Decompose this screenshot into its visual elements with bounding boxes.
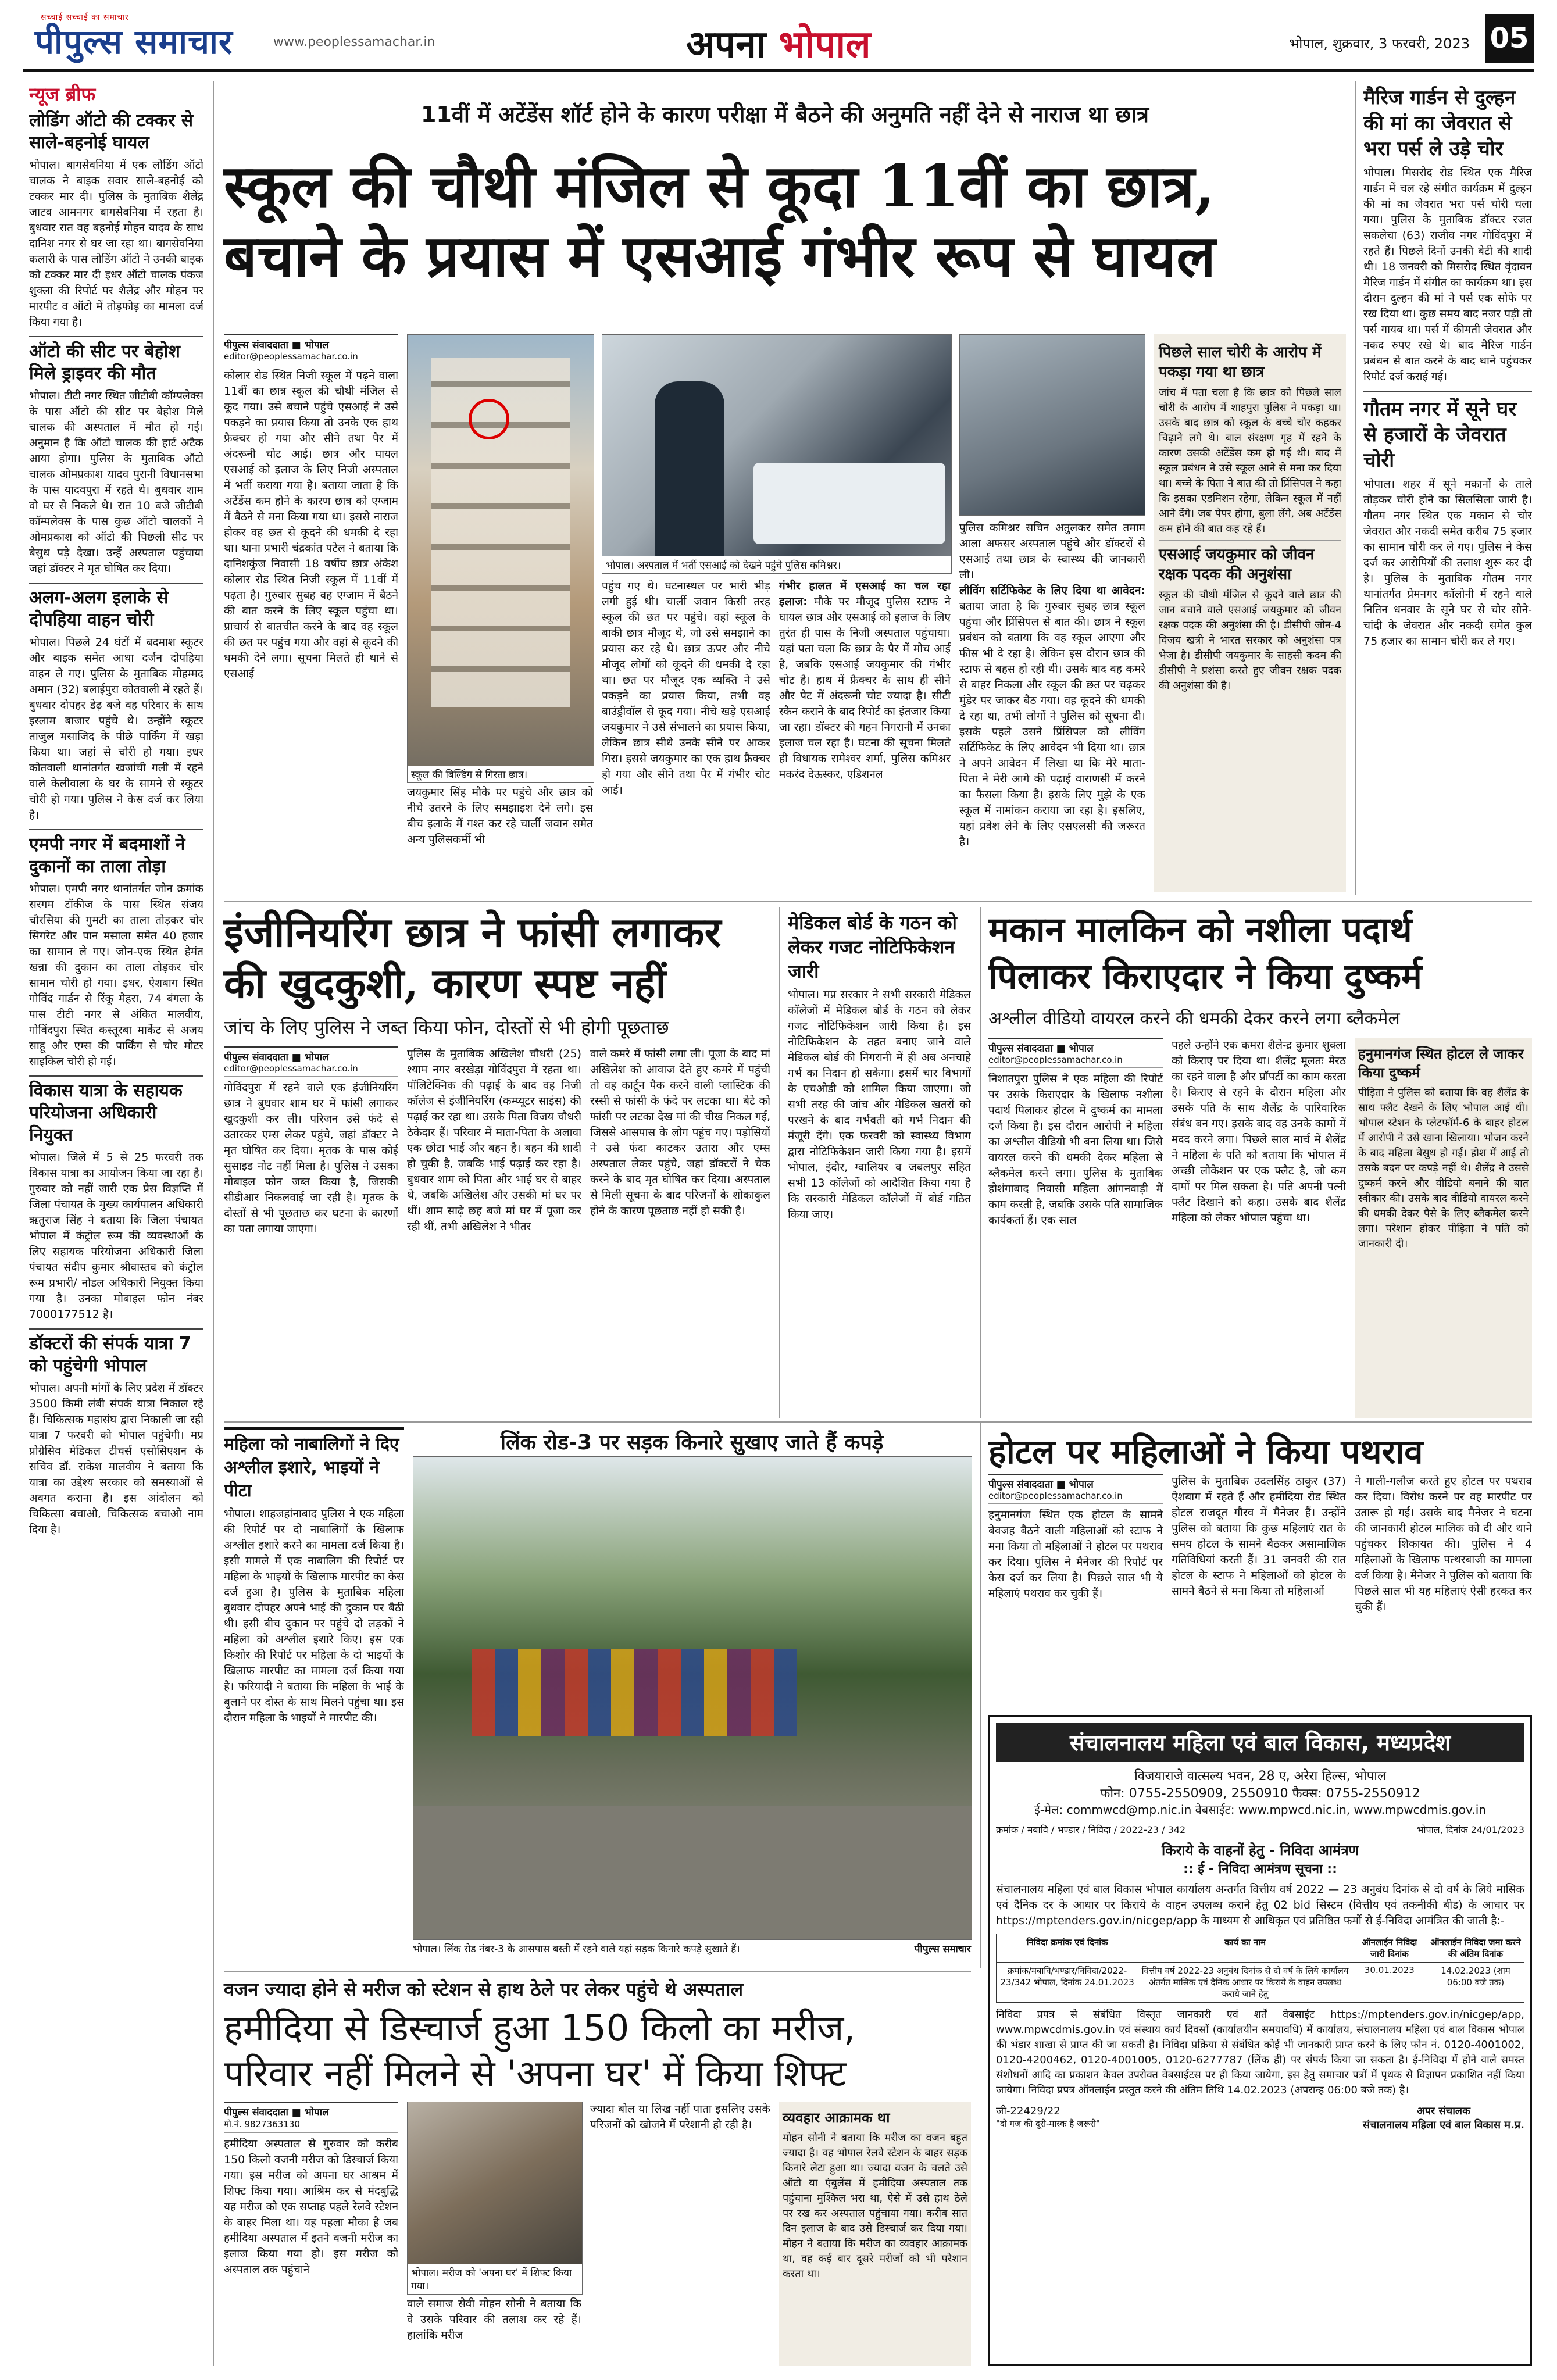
brief-headline: विकास यात्रा के सहायक परियोजना अधिकारी नियुक्त xyxy=(29,1081,183,1145)
lead-kicker: 11वीं में अटेंडेंस शॉर्ट होने के कारण परीक्षा में बैठने की अनुमति नहीं देने से नाराज था छात्र xyxy=(420,102,1149,127)
stones-col-2: पुलिस के मुताबिक उदलसिंह ठाकुर (37) ऐशबाग में रहते हैं और हमीदिया रोड स्थित होटल राजदूत गौरव में मैनेजर हैं। उन्होंने पुलिस को बताया कि कुछ महिलाएं रात के समय होटल के सामने बैठकर असामाजिक गतिविधियां करती हैं। 31 जनवरी की रात होटल के स्टाफ ने महिलाओं को होटल के सामने बैठने से मना किया तो महिलाओं xyxy=(1172,1475,1346,1598)
brief-text: भोपाल। मिसरोद रोड स्थित एक मैरिज गार्डन में चल रहे संगीत कार्यक्रम में दुल्हन की मां का जेवरात भरा पर्स चोरी चला गया। पुलिस के मुताबिक डॉक्टर रजत सकलेचा (63) राजीव नगर गोविंदपुरा में रहते हैं। पिछले दिनों उनकी बेटी की शादी थी। 18 जनवरी को मिसरोद स्थित वृंदावन मैरिज गार्डन में संगीत का कार्यक्रम था। इस दौरान दुल्हन की मां ने पर्स एक सोफे पर रख दिया था। कुछ समय बाद नजर पड़ी तो पर्स गायब था। पर्स में कीमती जेवरात और नकद रुपए रखे थे। बाद मैरिज गार्डन प्रबंधन से बात करने के बाद थाने पहुंचकर रिपोर्ट दर्ज कराई गई। xyxy=(1363,166,1532,383)
photo-caption: भोपाल। मरीज को 'अपना घर' में शिफ्ट किया गया। xyxy=(408,2264,582,2294)
lead-headline: स्कूल की चौथी मंजिल से कूदा 11वीं का छात्र, बचाने के प्रयास में एसआई गंभीर रूप से घायल xyxy=(224,152,1216,290)
brief-1 xyxy=(29,110,203,330)
brief-text: भोपाल। टीटी नगर स्थित जीटीबी कॉम्पलेक्स के पास ऑटो की सीट पर बेहोश मिले चालक की अस्पताल में मौत हो गई। अनुमान है कि ऑटो चालक की हार्ट अटैक आया होगा। पुलिस के मुताबिक ऑटो चालक ओमप्रकाश यादव पुरानी विधानसभा के पास यादवपुरा में रहते थे। बुधवार शाम वो घर से निकले थे। रात 10 बजे जीटीबी कॉम्पलेक्स के पास कुछ ऑटो चालकों ने ओमप्रकाश को ऑटो की पिछली सीट पर बेसुध पड़े देखा। उन्हें अस्पताल पहुंचाया जहां डॉक्टर ने मृत घोषित कर दिया। xyxy=(29,389,203,575)
eng-col-1: पीपुल्स संवाददाता ■ भोपाल editor@peoplessamachar.co.in गोविंदपुरा में रहने वाले एक इंजीनियरिंग छात्र ने बुधवार शाम घर में फांसी लगाकर खुदकुशी कर ली। परिजन उसे फंदे से उतारकर एम्स लेकर पहुंचे, जहां डॉक्टर ने मृत घोषित कर दिया। मृतक के पास कोई सुसाइड नोट नहीं मिला है। पुलिस ने उसका मोबाइल फोन जब्त किया है, जिसकी सीडीआर निकलवाई जा रही है। मृतक के दोस्तों से भी पूछताछ कर घटना के कारणों का पता लगाया जाएगा। xyxy=(224,1046,398,1418)
column-divider xyxy=(980,907,981,1418)
tender-advertisement: संचालनालय महिला एवं बाल विकास, मध्यप्रदेश विजयाराजे वात्सल्य भवन, 28 ए, अरेरा हिल्स, भोपाल फोन: 0755-2550909, 2550910 फैक्स: 0755-2550912 ई-मेल: commwcd@mp.nic.in वेबसाईट: www.mpwcd.nic.in, www.mpwcdmis.gov.in क्रमांक / मबावि / भण्डार / निविदा / 2022-23 / 342 भोपाल, दिनांक 24/01/2023 किराये के वाहनों हेतु - निविदा आमंत्रण :: ई - निविदा आमंत्रण सूचना :: संचालनालय महिला एवं बाल विकास भोपाल कार्यालय अन्तर्गत वित्तीय वर्ष 2022 — 23 अनुबंध दिनांक से दो वर्ष के लिये मासिक एवं दैनिक दर के आधार पर किराये के वाहन उपलब्ध कराने हेतु 02 bid सिस्टम (वित्तीय एवं तकनीकी बीड) के आधार पर https://mptenders.gov.in/nicgep/app के माध्यम से आधिकृत एवं प्रतिष्ठित फर्मो से ई-निविदा आमंत्रित की जाती है:- निविदा क्रमांक एवं दिनांक कार्य का नाम ऑनलाईन निविदा जारी दिनांक ऑनलाईन निविदा जमा करने की अंतिम दिनांक क्रमांक/मबावि/भण्डार/निविदा/2022-23/342 भोपाल, दिनांक 24.01.2023 वित्तीय वर्ष 2022-23 अनुबंध दिनांक से दो वर्ष के लिये कार्यालय अंतर्गत मासिक एवं दैनिक आधार पर किराये के वाहन उपलब्ध कराये जाने हेतु 30.01.2023 14.02.2023 (शाम 06:00 बजे तक) निविदा प्रपत्र से संबंधित विस्तृत जानकारी एवं शर्तें वेबसाईट https://mptenders.gov.in/nicgep/app, www.mpwcdmis.gov.in एवं संस्थाय कार्य दिवसों (कार्यालयीन समयावधि) में कार्यालय, संचालनालय महिला एवं बाल विकास भोपाल की भंडार शाखा से प्राप्त की जा सकती है। निविदा प्रक्रिया से संबंधित कोई भी जानकारी प्राप्त करने के लिए फोन नं. 0120-4001002, 0120-4200462, 0120-4001005, 0120-6277787 (लिंक ही) पर संपर्क किया जा सकता है। ई-निविदा में होने वाले समस्त संशोधनों आदि का प्रकाशन केवल उपरोक्त वेबसाईटस पर ही किया जायेगा, इस हेतु समाचार पत्रों में पृथक से विज्ञापन प्रकाशित नहीं किया जायेगा। निविदा प्रपत्र ऑनलाईन प्रस्तुत करने की अंतिम तिथि 14.02.2023 (अपरान्ह 06:00 बजे तक) है। जी-22429/22 "दो गज की दूरी-मास्क है जरूरी" अपर संचालक संचालनालय महिला एवं बाल विकास म.प्र. xyxy=(988,1715,1532,2366)
eng-col-3: वाले कमरे में फांसी लगा ली। पूजा के बाद मां अखिलेश को आवाज देते हुए कमरे में पहुंची तो वह कार्टून पैक करने वाली प्लास्टिक की रस्सी से फांसी के फंदे पर लटका था। बेटे को फांसी पर लटका देख मां की चीख निकल गई, जिससे आसपास के लोग पहुंच गए। पड़ोसियों ने उसे फंदा काटकर उतारा और एम्स अस्पताल लेकर पहुंचे, जहां डॉक्टरों ने चेक करने के बाद मृत घोषित कर दिया। अस्पताल से मिली सूचना के बाद परिजनों के शोकाकुल होने के कारण पूछताछ नहीं हो सकी है। xyxy=(590,1048,770,1217)
brief-headline: अलग-अलग इलाके से दोपहिया वाहन चोरी xyxy=(29,588,169,630)
dateline: भोपाल, शुक्रवार, 3 फरवरी, 2023 xyxy=(1289,35,1470,52)
tender-table: निविदा क्रमांक एवं दिनांक कार्य का नाम ऑनलाईन निविदा जारी दिनांक ऑनलाईन निविदा जमा करने की अंतिम दिनांक क्रमांक/मबावि/भण्डार/निविदा/2022-23/342 भोपाल, दिनांक 24.01.2023 वित्तीय वर्ष 2022-23 अनुबंध दिनांक से दो वर्ष के लिये कार्यालय अंतर्गत मासिक एवं दैनिक आधार पर किराये के वाहन उपलब्ध कराये जाने हेतु 30.01.2023 14.02.2023 (शाम 06:00 बजे तक) xyxy=(996,1934,1524,2003)
lead-sidebar: पिछले साल चोरी के आरोप में पकड़ा गया था छात्र जांच में पता चला है कि छात्र को पिछले साल चोरी के आरोप में शाहपुरा पुलिस ने पकड़ा था। उसके बाद छात्र को स्कूल के बच्चे चोर कहकर चिढ़ाने लगे थे। बाल संरक्षण गृह में रहने के कारण उसकी अटेंडेंस कम हो गई थी। बाद में स्कूल प्रबंधन ने उसे स्कूल आने से मना कर दिया था। बच्चे के पिता ने बात की तो प्रिंसिपल ने कहा कि इसका एडमिशन रहेगा, लेकिन स्कूल में नहीं आने देंगे। जब पेपर होगा, बुला लेंगे, अब अटेंडेंस कम होने की बात कह रहे हैं। एसआई जयकुमार को जीवन रक्षक पदक की अनुशंसा स्कूल की चौथी मंजिल से कूदने वाले छात्र की जान बचाने वाले एसआई जयकुमार को जीवन रक्षक पदक की अनुशंसा की है। डीसीपी जोन-4 विजय खत्री ने भारत सरकार को अनुशंसा पत्र भेजा है। डीसीपी जयकुमार के साहसी कदम की डीसीपी ने प्रशंसा करते हुए जीवन रक्षक पदक की अनुशंसा की है। xyxy=(1154,334,1346,892)
landlady-headline: मकान मालकिन को नशीला पदार्थ पिलाकर किराएदार ने किया दुष्कर्म xyxy=(988,910,1422,997)
ad-contact: ई-मेल: commwcd@mp.nic.in वेबसाईट: www.mpwcd.nic.in, www.mpwcdmis.gov.in xyxy=(1034,1803,1486,1817)
page-number: 05 xyxy=(1485,14,1534,63)
hamidia-col-3: ज्यादा बोल या लिख नहीं पाता इसलिए उसके परिजनों को खोजने में परेशानी हो रही है। xyxy=(590,2103,770,2131)
hamidia-kicker: वजन ज्यादा होने से मरीज को स्टेशन से हाथ ठेले पर लेकर पहुंचे थे अस्पताल xyxy=(224,1978,744,2000)
linkroad-headline: लिंक रोड-3 पर सड़क किनारे सुखाए जाते हैं कपड़े xyxy=(500,1431,884,1455)
stones-col-3: ने गाली-गलौज करते हुए होटल पर पथराव कर दिया। विरोध करने पर वह मारपीट पर उतारू हो गईं। उसके बाद मैनेजर ने घटना की जानकारी होटल मालिक को दी और थाने पहुंचकर शिकायत की। पुलिस ने 4 महिलाओं के खिलाफ पत्थरबाजी का मामला दर्ज किया है। मैनेजर ने पुलिस को बताया कि पिछले साल भी यह महिलाएं ऐसी हरकत कर चुकी हैं। xyxy=(1355,1475,1532,1613)
photo-credit: पीपुल्स समाचार xyxy=(914,1943,971,1955)
masthead-rule xyxy=(23,69,1534,72)
right-briefs xyxy=(1363,81,1532,895)
brief-text: भोपाल। एमपी नगर थानांतर्गत जोन क्रमांक सरगम टॉकीज के पास स्थित संजय चौरसिया की गुमटी का ताला तोड़कर चोर सिगरेट और पान मसाला समेत 40 हजार का सामान ले गए। जोन-एक स्थित हेमंत खन्ना की दुकान का ताला तोड़कर चोर सामान चोरी हो गया। इधर, ऐशबाग स्थित गोविंद गार्डन से रिंकू मेहरा, 74 बंगला के पास टीटी नगर से अंकित मालवीय, गोविंदपुरा स्थित कस्तूरबा मार्केट से अजय साहू और एम्स की पार्किंग से चोर मोटर साइकिल चोरी हो गई। xyxy=(29,882,203,1068)
briefs-tag: न्यूज ब्रीफ xyxy=(29,83,96,105)
hamidia-headline: हमीदिया से डिस्चार्ज हुआ 150 किलो का मरीज, परिवार नहीं मिलने से 'अपना घर' में किया शिफ्ट xyxy=(224,2007,855,2095)
landlady-col-1: पीपुल्स संवाददाता ■ भोपाल editor@peoplessamachar.co.in निशातपुरा पुलिस ने एक महिला की रिपोर्ट पर उसके किराएदार के खिलाफ नशीला पदार्थ पिलाकर होटल में दुष्कर्म का मामला दर्ज किया है। इस दौरान आरोपी ने महिला का अश्लील वीडियो भी बना लिया था। जिसे वायरल करने की धमकी देकर महिला से ब्लैकमेल करने लगा। पुलिस के मुताबिक होशंगाबाद निवासी महिला आंगनवाड़ी में काम करती है, जबकि उसके पति सामाजिक कार्यकर्ता हैं। एक साल xyxy=(988,1038,1163,1418)
brief-text: भोपाल। शहर में सूने मकानों के ताले तोड़कर चोरी होने का सिलसिला जारी है। गौतम नगर स्थित एक मकान से चोर जेवरात और नकदी समेत करीब 75 हजार का सामान चोरी कर ले गए। पुलिस ने केस दर्ज कर आरोपियों की तलाश शुरू कर दी है। पुलिस के मुताबिक गौतम नगर थानांतर्गत प्रेमनगर कॉलोनी में रहने वाले नितिन धनवार के सूने घर से चोर सोने-चांदी के जेवरात और नकदी समेत कुल 75 हजार का सामान चोरी कर ले गए। xyxy=(1363,478,1532,648)
brief-headline: गौतम नगर में सूने घर से हजारों के जेवरात चोरी xyxy=(1363,398,1517,472)
brief-text: भोपाल। जिले में 5 से 25 फरवरी तक विकास यात्रा का आयोजन किया जा रहा है। गुरुवार को नहीं जारी एक प्रेस विज्ञप्ति में जिला पंचायत के मुख्य कार्यपालन अधिकारी ऋतुराज सिंह ने बताया कि जिला पंचायत भोपाल में कंट्रोल रूम की व्यवस्थाओं के लिए सहायक परियोजना अधिकारी जिला पंचायत संदीप कुमार श्रीवास्तव को कंट्रोल रूम प्रभारी/ नोडल अधिकारी नियुक्त किया गया है। उनका मोबाइल फोन नंबर 7000177512 है। xyxy=(29,1151,203,1321)
logo-tagline: सच्चाई सच्चाई का समाचार xyxy=(41,13,129,22)
table-row: क्रमांक/मबावि/भण्डार/निविदा/2022-23/342 भोपाल, दिनांक 24.01.2023 वित्तीय वर्ष 2022-23 अनुबंध दिनांक से दो वर्ष के लिये कार्यालय अंतर्गत मासिक एवं दैनिक आधार पर किराये के वाहन उपलब्ध कराये जाने हेतु 30.01.2023 14.02.2023 (शाम 06:00 बजे तक) xyxy=(997,1963,1524,2003)
school-building-photo xyxy=(407,334,594,783)
hamidia-col-1: पीपुल्स संवाददाता ■ भोपाल मो.नं. 9827363130 हमीदिया अस्पताल से गुरुवार को करीब 150 किलो वजनी मरीज को डिस्चार्ज किया गया। इस मरीज को अपना घर आश्रम में शिफ्ट किया गया। आश्रिम कर से मंदबुद्धि यह मरीज को एक सप्ताह पहले रेलवे स्टेशन के बाहर मिला था। यह पहला मौका है जब हमीदिया अस्पताल में इतने वजनी मरीज का इलाज किया गया हो। इस मरीज को अस्पताल तक पहुंचाने xyxy=(224,2102,398,2366)
brief-5 xyxy=(29,1080,203,1323)
patient-photo xyxy=(407,2102,583,2295)
hamidia-sidebar: व्यवहार आक्रामक था मोहन सोनी ने बताया कि मरीज का वजन बहुत ज्यादा है। वह भोपाल रेलवे स्टेशन के बाहर सड़क किनारे लेटा हुआ था। ज्यादा वजन के चलते उसे ऑटो या एंबुलेंस में हमीदिया अस्पताल तक पहुंचाना मुश्किल भरा था, ऐसे में उसे हाथ ठेले पर रख कर अस्पताल पहुंचाया गया। करीब सात दिन इलाज के बाद उसे डिस्चार्ज कर दिया गया। मोहन ने बताया कि मरीज का व्यवहार आक्रामक था, वह कई बार दूसरे मरीजों को भी परेशान करता था। xyxy=(779,2102,971,2366)
brief-headline: डॉक्टरों की संपर्क यात्रा 7 को पहुंचेगी भोपाल xyxy=(29,1334,191,1376)
brief-2 xyxy=(29,341,203,577)
column-divider xyxy=(980,1421,981,1968)
brief-4 xyxy=(29,834,203,1070)
stones-col-1: पीपुल्स संवाददाता ■ भोपाल editor@peoplessamachar.co.in हनुमानगंज स्थित एक होटल के सामने बेवजह बैठने वाली महिलाओं को स्टाफ ने मना किया तो महिलाओं ने होटल पर पथराव कर दिया। पुलिस ने मैनेजर की रिपोर्ट पर केस दर्ज कर लिया है। पिछले साल भी ये महिलाएं पथराव कर चुकी हैं। xyxy=(988,1474,1163,1706)
brief-headline: मैरिज गार्डन से दुल्हन की मां का जेवरात से भरा पर्स ले उड़े चोर xyxy=(1363,86,1516,160)
eng-col-2: पुलिस के मुताबिक अखिलेश चौधरी (25) श्याम नगर बरखेड़ा गोविंदपुरा में रहता था। पॉलिटेक्निक की पढ़ाई के बाद वह निजी कॉलेज से इंजीनियरिंग (कम्प्यूटर साइंस) की पढ़ाई कर रहा था। उसके पिता विजय चौधरी ठेकेदार हैं। परिवार में माता-पिता के अलावा एक छोटा भाई और बहन है। बहन की शादी हो चुकी है, जबकि भाई पढ़ाई कर रहा है। बुधवार शाम को पिता और भाई घर से बाहर थे, जबकि अखिलेश और उसकी मां घर पर थीं। शाम साढ़े छह बजे मां घर में पूजा कर रही थीं, तभी अखिलेश ने भीतर xyxy=(407,1048,581,1233)
column-divider xyxy=(1355,81,1356,895)
harassment-brief: महिला को नाबालिगों ने दिए अश्लील इशारे, भाइयों ने पीटा भोपाल। शाहजहांनाबाद पुलिस ने एक महिला की रिपोर्ट पर दो नाबालिगों के खिलाफ अश्लील इशारे करने का मामला दर्ज किया है। इसी मामले में एक नाबालिग की रिपोर्ट पर महिला के भाइयों के खिलाफ मारपीट का केस दर्ज हुआ है। पुलिस के मुताबिक महिला बुधवार दोपहर अपने भाई की दुकान पर बैठी थी। इसी बीच दुकान पर पहुंचे दो लड़कों ने महिला को अश्लील इशारे किए। इस एक किशोर की रिपोर्ट पर महिला के दो भाइयों के खिलाफ मारपीट का मामला दर्ज किया गया है। फरियादी ने बताया कि महिला के भाई के बुलाने पर दोस्त के साथ मिलने पहुंचा था। इस दौरान महिला के भाइयों ने मारपीट की। xyxy=(224,1427,404,1970)
hospital-photo xyxy=(602,334,952,574)
brief-text: भोपाल। अपनी मांगों के लिए प्रदेश में डॉक्टर 3500 किमी लंबी संपर्क यात्रा निकाल रहे हैं। चिकित्सक महासंघ द्वारा निकाली जा रही यात्रा 7 फरवरी को भोपाल पहुंचेगी। मप्र प्रोग्रेसिव मेडिकल टीचर्स एसोसिएशन के सचिव डॉ. राकेश मालवीय ने बताया कि यात्रा का उद्देश्य सरकार को समस्याओं से अवगत कराना है। इस आंदोलन को चिकित्सा बचाओ, चिकित्सक बचाओ नाम दिया है। xyxy=(29,1382,203,1536)
ad-terms: निविदा प्रपत्र से संबंधित विस्तृत जानकारी एवं शर्तें वेबसाईट https://mptenders.gov.in/nicgep/app, www.mpwcdmis.gov.in एवं संस्थाय कार्य दिवसों (कार्यालयीन समयावधि) में कार्यालय, संचालनालय महिला एवं बाल विकास भोपाल की भंडार शाखा से प्राप्त की जा सकती है। निविदा प्रक्रिया से संबंधित कोई भी जानकारी प्राप्त करने के लिए फोन नं. 0120-4001002, 0120-4200462, 0120-4001005, 0120-6277787 (लिंक ही) पर संपर्क किया जा सकता है। ई-निविदा में होने वाले समस्त संशोधनों आदि का प्रकाशन केवल उपरोक्त वेबसाईटस पर ही किया जायेगा, इस हेतु समाचार पत्रों में पृथक से विज्ञापन प्रकाशित नहीं किया जायेगा। निविदा प्रपत्र ऑनलाईन प्रस्तुत करने की अंतिम तिथि 14.02.2023 (अपरान्ह 06:00 बजे तक) है। xyxy=(996,2009,1524,2096)
news-briefs-column xyxy=(29,81,203,2366)
gazette-story: मेडिकल बोर्ड के गठन को लेकर गजट नोटिफिकेशन जारी भोपाल। मप्र सरकार ने सभी सरकारी मेडिकल कॉलेजों में मेडिकल बोर्ड के गठन को लेकर गजट नोटिफिकेशन जारी किया है। इस नोटिफिकेशन के तहत बनाए जाने वाले मेडिकल बोर्ड की निगरानी में ही अब अनचाहे गर्भ का निदान हो सकेगा। इसमें चार विभागों के एचओडी को शामिल किया जाएगा। जो सभी तरह की जांच और मेडिकल खतरों को परखने के बाद गर्भवती को गर्भ निदान की मंजूरी देंगे। एक फरवरी को स्वास्थ्य विभाग द्वारा नोटिफिकेशन जारी किया गया है। इसमें भोपाल, इंदौर, ग्वालियर व जबलपुर सहित सभी 13 कॉलेजों को आदेशित किया गया है कि सरकारी मेडिकल कॉलेजों में बोर्ड गठित किया जाए। xyxy=(788,912,971,1221)
section-divider xyxy=(224,901,1532,902)
brief-headline: लोडिंग ऑटो की टक्कर से साले-बहनोई घायल xyxy=(29,110,194,153)
brief-3 xyxy=(29,587,203,823)
photo-caption: भोपाल। लिंक रोड नंबर-3 के आसपास बस्ती में रहने वाले यहां सड़क किनारे कपड़े सुखाते हैं। xyxy=(413,1943,740,1955)
website-url[interactable]: www.peoplessamachar.in xyxy=(273,35,435,49)
ad-title: संचालनालय महिला एवं बाल विकास, मध्यप्रदेश xyxy=(996,1723,1524,1762)
column-divider xyxy=(779,907,780,1418)
brief-headline: ऑटो की सीट पर बेहोश मिले ड्राइवर की मौत xyxy=(29,341,180,384)
eng-deck: जांच के लिए पुलिस ने जब्त किया फोन, दोस्तों से भी होगी पूछताछ xyxy=(224,1016,669,1038)
newspaper-logo: सच्चाई सच्चाई का समाचार पीपुल्स समाचार xyxy=(35,13,233,62)
lead-col-2: जयकुमार सिंह मौके पर पहुंचे और छात्र को नीचे उतरने के लिए समझाइश देने लगे। इस बीच इलाके में गश्त कर रहे चार्ली जवान समेत अन्य पुलिसकर्मी भी xyxy=(407,786,593,846)
lead-col-3: पहुंच गए थे। घटनास्थल पर भारी भीड़ लगी हुई थी। चार्ली जवान किसी तरह स्कूल की छत पर पहुंचे। वहां स्कूल के बाकी छात्र मौजूद थे, जो उसे समझाने का प्रयास कर रहे थे। छात्र ऊपर और नीचे मौजूद लोगों को कूदने की धमकी दे रहा था। छत पर मौजूद एक व्यक्ति ने उसे पकड़ने का प्रयास किया, तभी वह बाउंड्रीवॉल से कूद गया। नीचे खड़े एसआई जयकुमार ने उसे संभालने का प्रयास किया, लेकिन छात्र सीधे उनके सीने पर आकर गिरा। इससे जयकुमार का एक हाथ फ्रैक्चर हो गया और सीने तथा पैर में गंभीर चोट आई। xyxy=(602,580,770,796)
landlady-deck: अश्लील वीडियो वायरल करने की धमकी देकर करने लगा ब्लैकमेल xyxy=(988,1009,1400,1029)
brief-headline: एमपी नगर में बदमाशों ने दुकानों का ताला तोड़ा xyxy=(29,834,185,877)
section-title: अपना भोपाल xyxy=(686,23,871,66)
eng-headline: इंजीनियरिंग छात्र ने फांसी लगाकर की खुदकुशी, कारण स्पष्ट नहीं xyxy=(224,908,722,1007)
photo-caption: स्कूल की बिल्डिंग से गिरता छात्र। xyxy=(408,766,594,782)
lead-body-1: कोलार रोड स्थित निजी स्कूल में पढ़ने वाला 11वीं का छात्र स्कूल की चौथी मंजिल से कूद गया। उसे बचाने पहुंचे एसआई ने उसे पकड़ने का प्रयास किया तो उनके एक हाथ फ्रैक्चर हो गया और सीने तथा पैर में अंदरूनी चोट आई। छात्र और घायल एसआई को इलाज के लिए निजी अस्पताल में भर्ती कराया गया है। बताया जाता है कि अटेंडेंस कम होने के कारण छात्र को एग्जाम में बैठने से मना किया गया था। इससे नाराज होकर वह छत से कूदने की धमकी दे रहा था। थाना प्रभारी चंद्रकांत पटेल ने बताया कि दानिशकुंज निवासी 18 वर्षीय छात्र अंकेश कोलार रोड स्थित निजी स्कूल में 11वीं में पढ़ता है। गुरुवार सुबह वह एग्जाम में बैठने की बात करने के लिए स्कूल पहुंचा था। प्राचार्य से बातचीत करने के बाद वह स्कूल की छत पर पहुंच गया और वहां से कूदने की धमकी देने लगा। सूचना मिलते ही थाने से एसआई xyxy=(224,369,398,680)
roadside-clothes-photo xyxy=(413,1456,972,1940)
section-divider xyxy=(224,1421,1532,1423)
linkroad-caption-row xyxy=(413,1942,971,1955)
landlady-col-2: पहले उन्होंने एक कमरा शैलेन्द्र कुमार शुक्ला को किराए पर दिया था। शैलेंद्र मूलतः मेरठ का रहने वाला है और प्रॉपर्टी का काम करता है। किराए से रहने के दौरान महिला और उसके पति के साथ शैलेंद्र के पारिवारिक संबंध बन गए। इसके बाद वह उनके कामों में मदद करने लगा। पिछले साल मार्च में शैलेंद्र ने महिला के पति को बताया कि भोपाल में अच्छी लोकेशन पर एक फ्लैट है, जो कम दामों पर मिल सकता है। पति अपनी पत्नी फ्लैट दिखाने को कहा। उसके बाद शैलेंद्र महिला को लेकर भोपाल पहुंचा था। xyxy=(1172,1039,1346,1224)
brief-text: भोपाल। पिछले 24 घंटों में बदमाश स्कूटर और बाइक समेत आधा दर्जन दोपहिया वाहन ले गए। पुलिस के मुताबिक मोहम्मद अमान (32) बलाईपुरा कोतवाली में रहते हैं। बुधवार दोपहर डेढ़ बजे वह परिवार के साथ इस्लाम बाजार पहुंचे थे। उन्होंने स्कूटर ताजुल मसाजिद के पीछे पार्किंग में खड़ा किया था। जहां से चोरी हो गया। इधर कोतवाली थानांतर्गत खजांची गली में रहने वाले केलीवाला के घर के सामने से स्कूटर चोरी हो गया। पुलिस ने केस दर्ज कर लिया है। xyxy=(29,636,203,821)
officials-photo xyxy=(959,334,1145,516)
landlady-sidebar: हनुमानगंज स्थित होटल ले जाकर किया दुष्कर्म पीड़िता ने पुलिस को बताया कि वह शैलेंद्र के साथ फ्लैट देखने के लिए भोपाल आई थी। भोपाल स्टेशन के प्लेटफॉर्म-6 के बाहर होटल में आरोपी ने उसे खाना खिलाया। भोजन करने के बाद महिला बेसुध हो गई। होश में आई तो उसके बदन पर कपड़े नहीं थे। शैलेंद्र ने उससे दुष्कर्म करने और वीडियो बनाने की बात स्वीकार की। उसके बाद वीडियो वायरल करने की धमकी देकर पैसे के लिए ब्लैकमेल करने लगा। परेशान होकर पीड़िता ने पति को जानकारी दी। xyxy=(1355,1038,1532,1418)
lead-col-1 xyxy=(224,334,398,892)
ad-paragraph: संचालनालय महिला एवं बाल विकास भोपाल कार्यालय अन्तर्गत वित्तीय वर्ष 2022 — 23 अनुबंध दिनांक से दो वर्ष के लिये मासिक एवं दैनिक दर के आधार पर किराये के वाहन उपलब्ध कराने हेतु 02 bid सिस्टम (वित्तीय एवं तकनीकी बीड) के आधार पर https://mptenders.gov.in/nicgep/app के माध्यम से आधिकृत एवं प्रतिष्ठित फर्मो से ई-निविदा आमंत्रित की जाती है:- xyxy=(996,1883,1524,1927)
section-divider xyxy=(224,1971,971,1972)
brief-text: भोपाल। बागसेवनिया में एक लोडिंग ऑटो चालक ने बाइक सवार साले-बहनोई को टक्कर मार दी। पुलिस के मुताबिक शैलेंद्र जाटव आमनगर बागसेवनिया में रहता है। बुधवार रात वह बहनोई मोहन यादव के साथ दानिश नगर से घर जा रहा था। बागसेवनिया कलारी के पास लोडिंग ऑटो ने उनकी बाइक को टक्कर मार दी इधर ऑटो चालक पंकज शुक्ला की रिपोर्ट पर शैलेंद्र और मोहन पर मारपीट व ऑटो में तोड़फोड़ का मामला दर्ज किया गया है। xyxy=(29,159,203,328)
brief-6 xyxy=(29,1333,203,1538)
lead-byline: पीपुल्स संवाददाता ■ भोपाल editor@peoplessamachar.co.in xyxy=(224,334,398,364)
lead-col-5: पुलिस कमिश्नर सचिन अतुलकर समेत तमाम आला अफसर अस्पताल पहुंचे और डॉक्टरों से एसआई तथा छात्र के स्वास्थ्य की जानकारी ली। लीविंग सर्टिफिकेट के लिए दिया था आवेदन: बताया जाता है कि गुरुवार सुबह छात्र स्कूल पहुंचा और प्रिंसिपल से बात की। छात्र ने स्कूल प्रबंधन को बताया कि वह स्कूल आएगा और फीस भी दे रहा है। लेकिन इस दौरान छात्र की स्टाफ से बहस हो रही थी। उसके बाद वह कमरे से बाहर निकला और स्कूल की छत पर चढ़कर मुंडेर पर जाकर बैठ गया। वह कूदने की धमकी दे रहा था, तभी लोगों ने पुलिस को सूचना दी। इसके पहले उसने प्रिंसिपल को लीविंग सर्टिफिकेट के लिए आवेदन भी दिया था। छात्र ने अपने आवेदन में लिखा था कि मेरे माता-पिता ने मेरी आगे की पढ़ाई वाराणसी में करने का फैसला किया है। इसके लिए मुझे के एक स्कूल में नामांकन कराया जा रहा है। इसलिए, यहां प्रवेश लेने के लिए एसएलसी की जरूरत है। xyxy=(959,334,1145,892)
masthead xyxy=(23,12,1534,69)
stones-headline: होटल पर महिलाओं ने किया पथराव xyxy=(988,1432,1423,1471)
lead-col-4: गंभीर हालत में एसआई का चल रहा इलाज: मौके पर मौजूद पुलिस स्टाफ ने घायल छात्र और एसआई को इलाज के लिए तुरंत ही पास के निजी अस्पताल पहुंचाया। यहां पता चला कि छात्र के पैर में मोच आई है, जबकि एसआई जयकुमार की गंभीर चोट है। हाथ में फ्रैक्चर के साथ ही सीने और पेट में अंदरूनी चोट ज्यादा है। सीटी स्कैन कराने के बाद रिपोर्ट का इंतजार किया जा रहा। डॉक्टर की गहन निगरानी में उनका इलाज चल रहा है। घटना की सूचना मिलते ही विधायक रामेश्वर शर्मा, पुलिस कमिश्नर मकरंद देऊस्कर, एडिशनल xyxy=(779,580,951,781)
photo-caption: भोपाल। अस्पताल में भर्ती एसआई को देखने पहुंचे पुलिस कमिश्नर। xyxy=(602,556,951,573)
hamidia-col-2: वाले समाज सेवी मोहन सोनी ने बताया कि वे उसके परिवार की तलाश कर रहे हैं। हालांकि मरीज xyxy=(407,2297,581,2342)
column-divider xyxy=(213,81,214,2366)
